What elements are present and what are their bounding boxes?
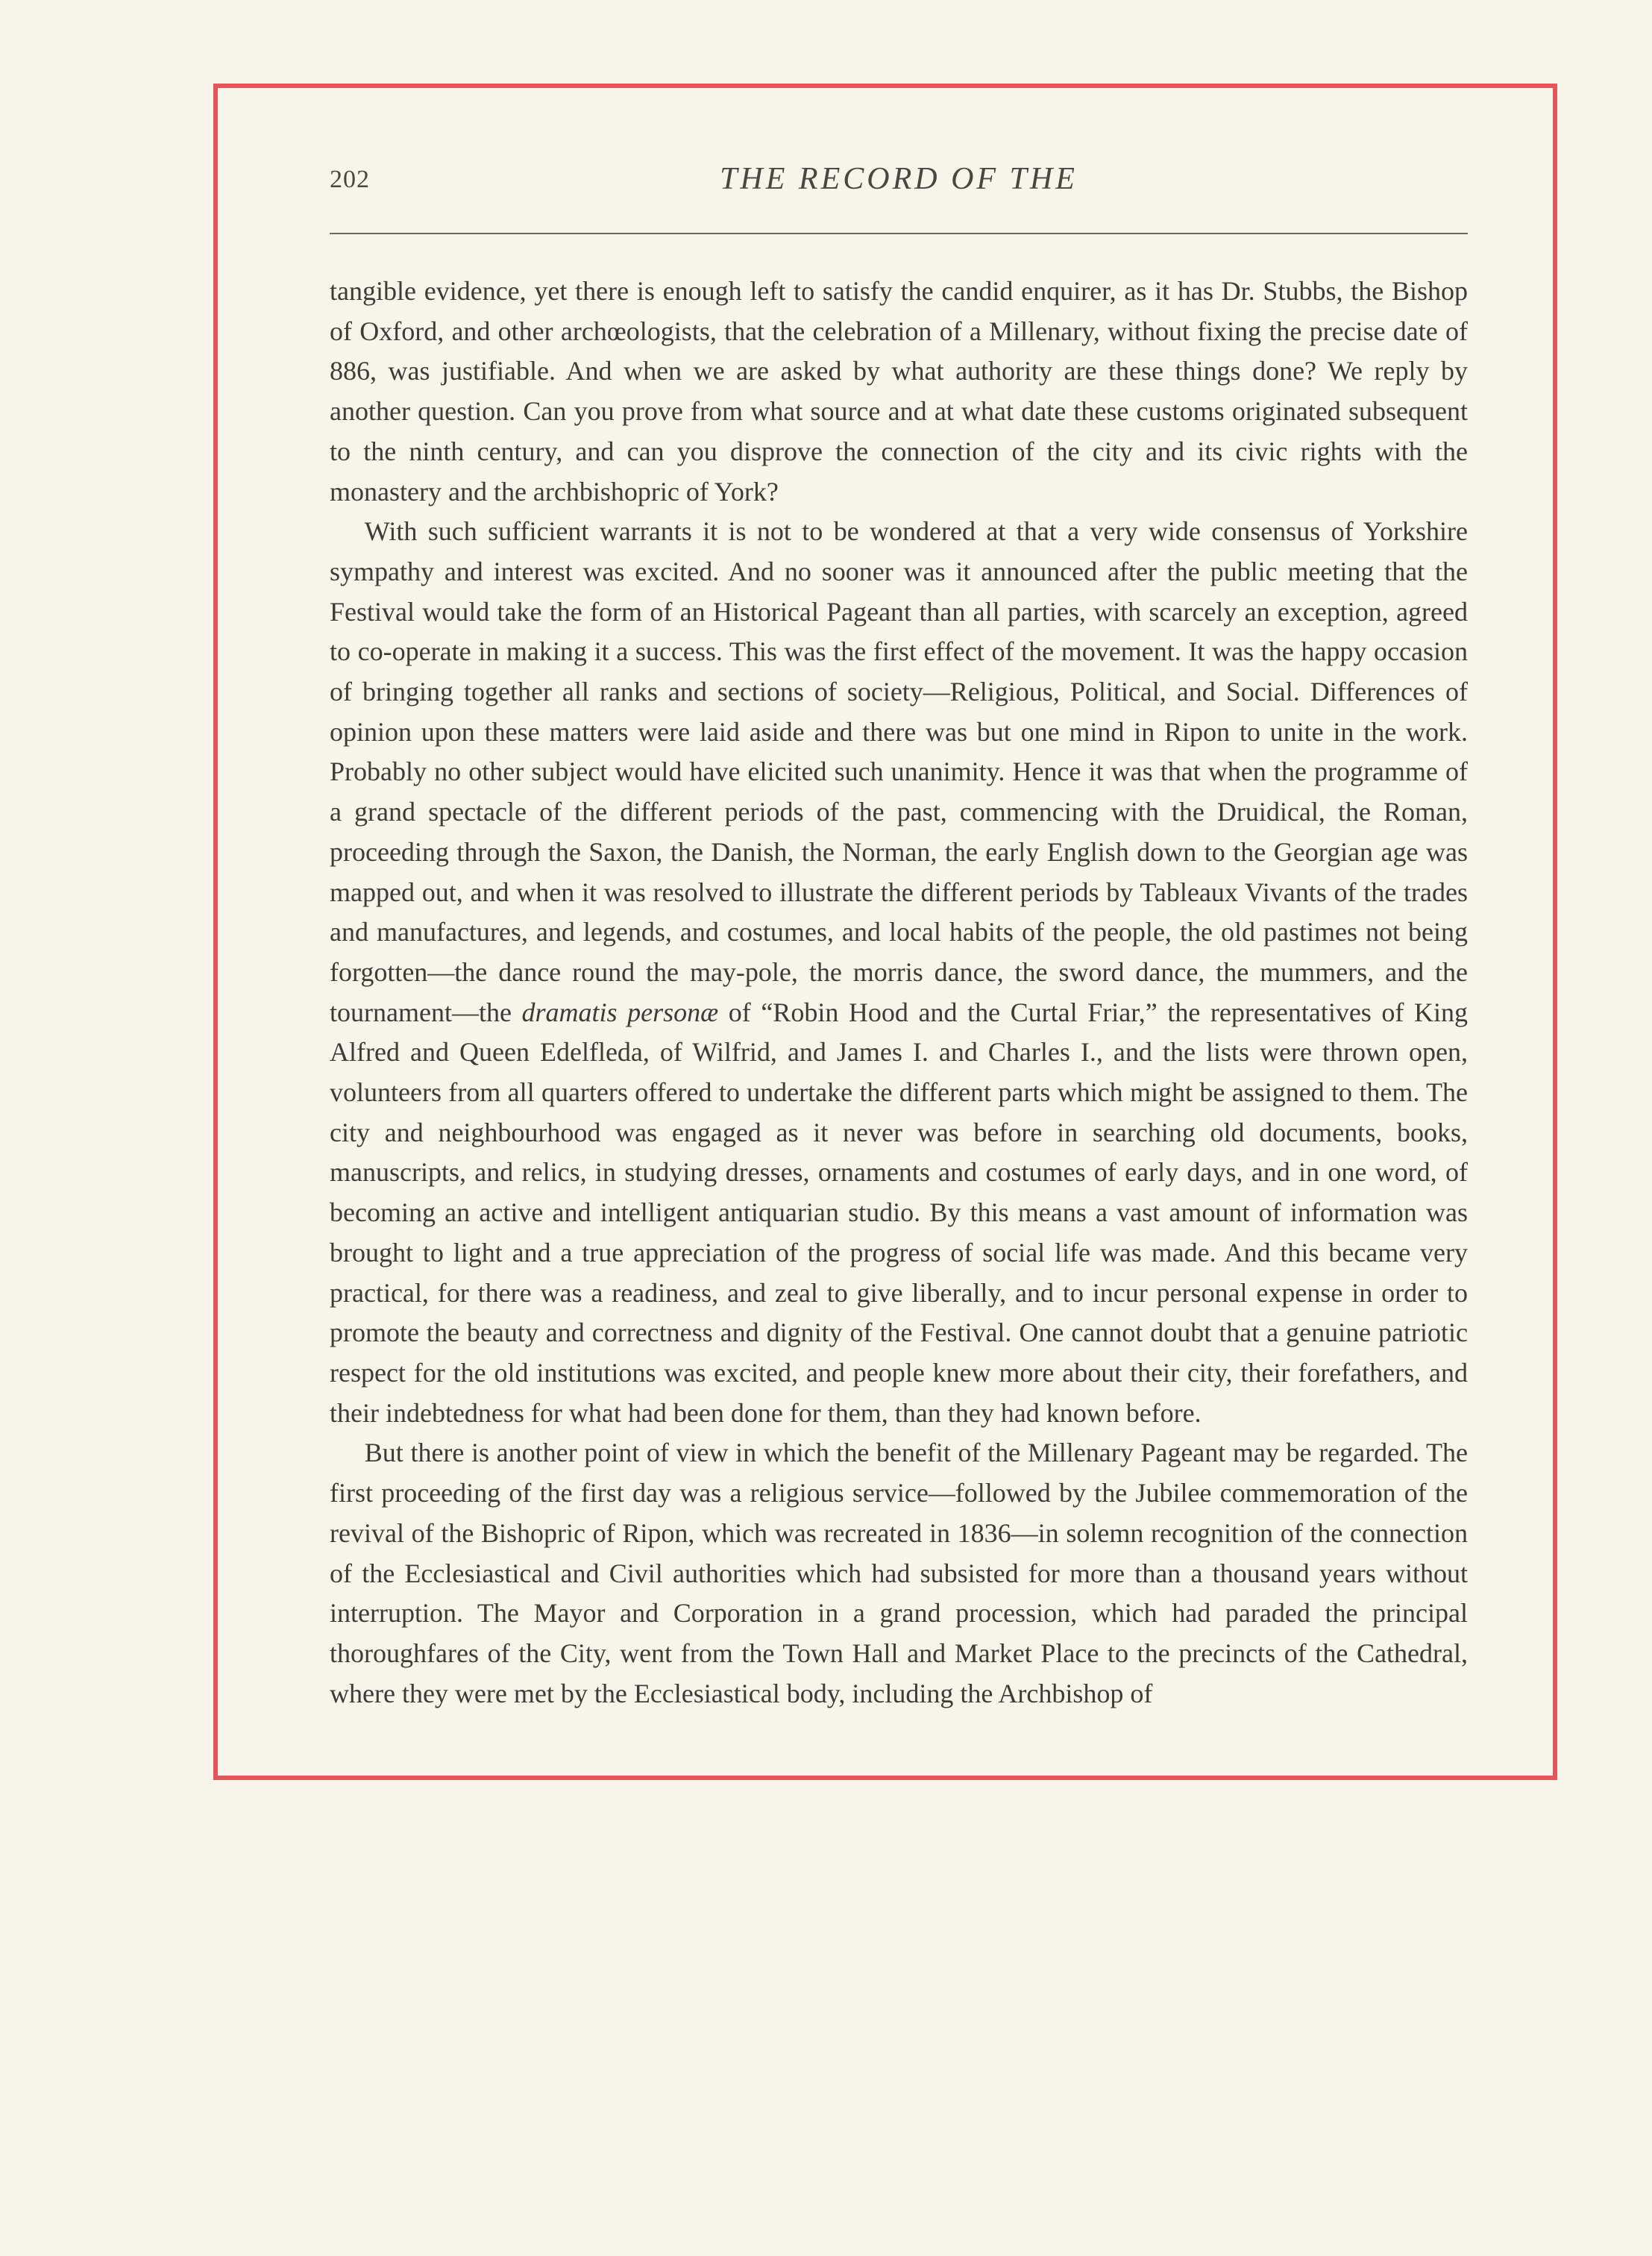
- paragraph-3-text: But there is another point of view in which the benefit of the Millenary Pageant may be regarded. The first proceeding of the first day was a religious service—followed by the Jubilee commemoration of the revival of the Bishopric of Ripon, which was recreated in 1836—in solemn recognition of the connection of the Ecclesiastical and Civil authorities which had subsisted for more than a thousand years without interruption. The Mayor and Corporation in a grand procession, which had paraded the principal thoroughfares of the City, went from the Town Hall and Market Place to the precincts of the Cathedral, where they were met by the Ecclesiastical body, including the Archbishop of: [330, 1438, 1468, 1708]
- paragraph-2-text-continued: of “Robin Hood and the Curtal Friar,” the representatives of King Alfred and Queen Edelfleda, of Wilfrid, and James I. and Charles I., and the lists were thrown open, volunteers from all quarters offered to undertake the different parts which might be assigned to them. The city and neighbourhood was engaged as it never was before in searching old documents, books, manuscripts, and relics, in studying dresses, ornaments and costumes of early days, and in one word, of becoming an active and intelligent antiquarian studio. By this means a vast amount of information was brought to light and a true appreciation of the progress of social life was made. And this became very practical, for there was a readiness, and zeal to give liberally, and to incur personal expense in order to promote the beauty and correctness and dignity of the Festival. One cannot doubt that a genuine patriotic respect for the old institutions was excited, and people knew more about their city, their forefathers, and their indebtedness for what had been done for them, than they had known before.: [330, 997, 1468, 1428]
- header-rule: [330, 233, 1468, 234]
- paragraph-1-text: tangible evidence, yet there is enough left to satisfy the candid enquirer, as it has Dr. Stubbs, the Bishop of Oxford, and other archœologists, that the celebration of a Millenary, without fixing the precise date of 886, was justifiable. And when we are asked by what authority are these things done? We reply by another question. Can you prove from what source and at what date these customs originated subsequent to the ninth century, and can you disprove the connection of the city and its civic rights with the monastery and the archbishopric of York?: [330, 276, 1468, 507]
- running-head: [330, 161, 1468, 206]
- italic-phrase: dramatis personæ: [521, 997, 719, 1027]
- paragraph-1: [330, 272, 1468, 512]
- running-title: THE RECORD OF THE: [720, 162, 1078, 196]
- page-number: 202: [330, 166, 370, 193]
- paragraph-3: [330, 1433, 1468, 1714]
- paragraph-2-text: With such sufficient warrants it is not to be wondered at that a very wide consensus of Yorkshire sympathy and interest was excited. And no sooner was it announced after the public meeting that the Festival would take the form of an Historical Pageant than all parties, with scarcely an exception, agreed to co-operate in making it a success. This was the first effect of the movement. It was the happy occasion of bringing together all ranks and sections of society—Religious, Political, and Social. Differences of opinion upon these matters were laid aside and there was but one mind in Ripon to unite in the work. Probably no other subject would have elicited such unanimity. Hence it was that when the programme of a grand spectacle of the different periods of the past, commencing with the Druidical, the Roman, proceeding through the Saxon, the Danish, the Norman, the early English down to the Georgian age was mapped out, and when it was resolved to illustrate the different periods by Tableaux Vivants of the trades and manufactures, and legends, and costumes, and local habits of the people, the old pastimes not being forgotten—the dance round the may-pole, the morris dance, the sword dance, the mummers, and the tournament—the: [330, 516, 1468, 1027]
- body-text: [330, 272, 1468, 1714]
- paragraph-2: [330, 512, 1468, 1433]
